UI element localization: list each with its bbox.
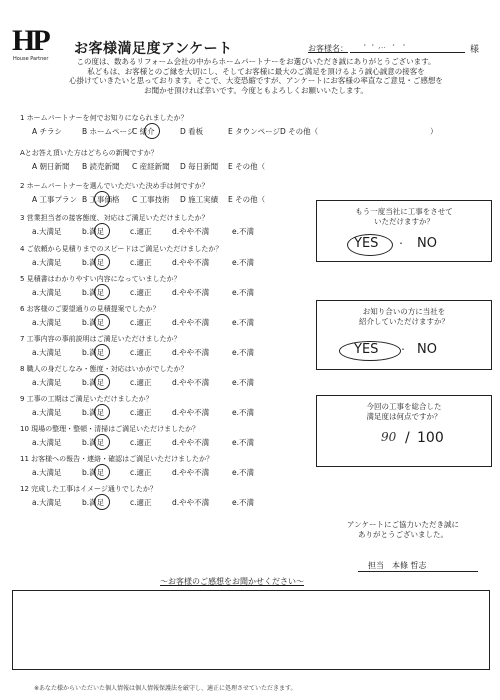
answer-option[interactable]: b.満足 — [82, 438, 105, 447]
answer-option[interactable]: a.大満足 — [32, 378, 62, 387]
question-text: 3 営業担当者の接客態度、対応はご満足いただけましたか？ — [20, 214, 209, 222]
answer-option[interactable]: b.満足 — [82, 468, 105, 477]
privacy-footer: ※あなた様からいただいた個人情報は個人情報保護法を厳守し、適正に処理させていただきます。 — [34, 685, 297, 692]
question-text: 2 ホームパートナーを選んでいただいた決め手は何ですか？ — [20, 182, 209, 190]
answer-option[interactable]: c.適正 — [130, 498, 152, 507]
question-text: 4 ご依頼から見積りまでのスピードはご満足いただけましたか？ — [20, 245, 223, 253]
score-max: 100 — [417, 430, 444, 446]
question-text: 7 工事内容の事前説明はご満足いただけましたか？ — [20, 335, 181, 343]
answer-option[interactable]: A チラシ — [32, 127, 63, 136]
answer-option[interactable]: a.大満足 — [32, 288, 62, 297]
answer-option[interactable]: D 看板 — [180, 127, 204, 136]
answer-option[interactable]: b.満足 — [82, 378, 105, 387]
answer-option[interactable]: c.適正 — [130, 348, 152, 357]
answer-circle — [94, 494, 110, 510]
answer-option[interactable]: e.不満 — [232, 438, 254, 447]
question-text: 5 見積書はわかりやすい内容になっていましたか？ — [20, 275, 181, 283]
logo-text: HP — [12, 24, 48, 57]
customer-name-line — [350, 52, 465, 53]
thanks-text: アンケートにご協力いただき誠に ありがとうございました。 — [346, 520, 460, 539]
answer-option[interactable]: e.不満 — [232, 498, 254, 507]
answer-option[interactable]: d.やや不満 — [172, 438, 210, 447]
question-text: 1 ホームパートナーを何でお知りになられましたか？ — [20, 114, 188, 122]
answer-circle — [94, 374, 110, 390]
question-text: 6 お客様のご要望通りの見積提案でしたか？ — [20, 305, 160, 313]
answer-option[interactable]: B 読売新聞 — [82, 162, 120, 171]
staff-underline — [358, 571, 478, 572]
answer-option[interactable]: a.大満足 — [32, 348, 62, 357]
answer-option[interactable]: a.大満足 — [32, 498, 62, 507]
answer-option[interactable]: c.適正 — [130, 318, 152, 327]
separator-dot: ・ — [399, 345, 407, 354]
answer-option[interactable]: B 工事価格 — [82, 195, 120, 204]
repeat-no: NO — [417, 236, 437, 251]
intro-text: この度は、数あるリフォーム会社の中からホームパートナーをお選びいただき誠にありがとうございます。 私どもは、お客様とのご縁を大切にし、そしてお客様に最大のご満足を頂けるよう誠心誠意の接客を 心掛けていきたいと思っております。そこで、大変恐縮ですが、アンケートにお客様の率直なご意見・ご感想を お聞かせ頂ければ幸いです。今度ともよろしくお願いいたします。 — [69, 57, 443, 95]
answer-option[interactable]: e.不満 — [232, 378, 254, 387]
answer-option[interactable]: E その他（ — [228, 162, 266, 171]
answer-option[interactable]: b.満足 — [82, 348, 105, 357]
answer-option[interactable]: b.満足 — [82, 258, 105, 267]
refer-yes: YES — [354, 342, 379, 357]
staff-name: 担当 本條 哲志 — [368, 561, 427, 570]
answer-option[interactable]: e.不満 — [232, 408, 254, 417]
answer-option[interactable]: c.適正 — [130, 438, 152, 447]
answer-circle — [94, 284, 110, 300]
score-question: 今回の工事を総合した 満足度は何点ですか？ — [366, 402, 442, 421]
answer-option[interactable]: c.適正 — [130, 258, 152, 267]
answer-option[interactable]: e.不満 — [232, 288, 254, 297]
answer-circle — [94, 344, 110, 360]
answer-option[interactable]: E タウンページ — [228, 127, 280, 136]
answer-option[interactable]: B ホームページ — [82, 127, 135, 136]
page-title: お客様満足度アンケート — [74, 41, 233, 57]
answer-option[interactable]: b.満足 — [82, 227, 105, 236]
answer-option[interactable]: d.やや不満 — [172, 408, 210, 417]
answer-option[interactable]: D その他（ — [280, 127, 319, 136]
answer-option[interactable]: d.やや不満 — [172, 318, 210, 327]
answer-circle — [94, 404, 110, 420]
answer-option[interactable]: C 紹介 — [132, 127, 155, 136]
answer-option[interactable]: d.やや不満 — [172, 258, 210, 267]
answer-option[interactable]: e.不満 — [232, 258, 254, 267]
answer-option[interactable]: b.満足 — [82, 408, 105, 417]
refer-question: お知り合いの方に当社を 紹介していただけますか？ — [359, 307, 449, 326]
answer-option[interactable]: b.満足 — [82, 318, 105, 327]
repeat-yes: YES — [354, 236, 379, 251]
answer-option[interactable]: c.適正 — [130, 468, 152, 477]
answer-circle — [94, 464, 110, 480]
customer-label: お客様名： — [308, 44, 348, 53]
answer-option[interactable]: e.不満 — [232, 348, 254, 357]
question-text: 11 お客様への報告・連絡・確認はご満足いただけましたか？ — [20, 455, 214, 463]
answer-option[interactable]: d.やや不満 — [172, 227, 210, 236]
answer-option[interactable]: c.適正 — [130, 408, 152, 417]
answer-option[interactable]: C 産経新聞 — [132, 162, 170, 171]
answer-option[interactable]: a.大満足 — [32, 408, 62, 417]
answer-option[interactable]: A 工事プラン — [32, 195, 78, 204]
question-text: Aとお答え頂いた方はどちらの新聞ですか？ — [20, 149, 158, 157]
comment-heading: ～お客様のご感想をお聞かせください～ — [160, 577, 304, 586]
question-text: 10 現場の整理・整頓・清掃はご満足いただけましたか？ — [20, 425, 200, 433]
answer-option[interactable]: c.適正 — [130, 227, 152, 236]
answer-option[interactable]: a.大満足 — [32, 227, 62, 236]
answer-circle — [94, 191, 110, 207]
answer-option[interactable]: d.やや不満 — [172, 378, 210, 387]
answer-option[interactable]: b.満足 — [82, 288, 105, 297]
answer-option[interactable]: d.やや不満 — [172, 288, 210, 297]
answer-option[interactable]: e.不満 — [232, 468, 254, 477]
repeat-question: もう一度当社に工事をさせて いただけますか？ — [355, 207, 453, 226]
answer-option[interactable]: d.やや不満 — [172, 468, 210, 477]
customer-suffix: 様 — [470, 45, 480, 55]
score-value: 90 — [381, 430, 397, 444]
answer-option[interactable]: d.やや不満 — [172, 498, 210, 507]
refer-box — [316, 300, 492, 370]
answer-circle — [94, 223, 110, 239]
answer-circle — [144, 123, 160, 139]
question-text: 12 完成した工事はイメージ通りでしたか？ — [20, 485, 157, 493]
answer-option[interactable]: a.大満足 — [32, 438, 62, 447]
score-slash: / — [405, 430, 410, 446]
repeat-box — [316, 200, 492, 262]
answer-option[interactable]: E その他（ — [228, 195, 266, 204]
comment-box[interactable] — [12, 590, 490, 670]
answer-option[interactable]: A 朝日新聞 — [32, 162, 70, 171]
answer-option[interactable]: C 工事技術 — [132, 195, 170, 204]
answer-option[interactable]: D 施工実績 — [180, 195, 219, 204]
refer-no: NO — [417, 342, 437, 357]
question-text: 8 職人の身だしなみ・態度・対応はいかがでしたか？ — [20, 365, 188, 373]
answer-circle — [94, 254, 110, 270]
answer-option[interactable]: ） — [430, 127, 438, 136]
answer-option[interactable]: a.大満足 — [32, 258, 62, 267]
answer-option[interactable]: d.やや不満 — [172, 348, 210, 357]
answer-option[interactable]: c.適正 — [130, 288, 152, 297]
answer-option[interactable]: e.不満 — [232, 227, 254, 236]
answer-option[interactable]: e.不満 — [232, 318, 254, 327]
score-box — [316, 395, 492, 467]
answer-circle — [94, 314, 110, 330]
answer-option[interactable]: a.大満足 — [32, 468, 62, 477]
answer-option[interactable]: b.満足 — [82, 498, 105, 507]
answer-option[interactable]: D 毎日新聞 — [180, 162, 219, 171]
answer-circle — [94, 434, 110, 450]
customer-name-handwriting: ・・ ,.. ・ ・ — [360, 41, 408, 50]
separator-dot: ・ — [397, 239, 405, 248]
answer-option[interactable]: a.大満足 — [32, 318, 62, 327]
logo-subtitle: House Partner — [13, 56, 49, 62]
answer-option[interactable]: c.適正 — [130, 378, 152, 387]
question-text: 9 工事の工期はご満足いただけましたか？ — [20, 395, 153, 403]
